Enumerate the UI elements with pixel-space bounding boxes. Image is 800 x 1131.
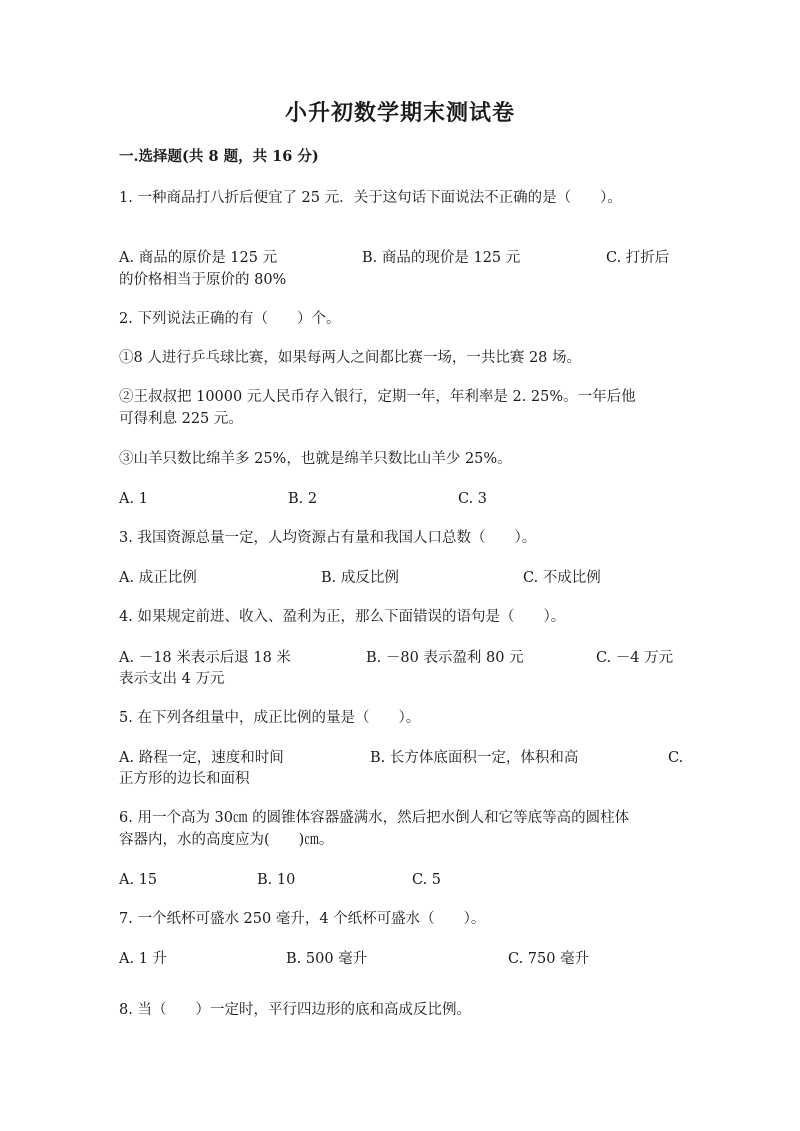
question-7-stem: 7. 一个纸杯可盛水 250 毫升，4 个纸杯可盛水（ ）。 (119, 911, 486, 927)
question-2-statement-3: ③山羊只数比绵羊多 25%，也就是绵羊只数比山羊少 25%。 (119, 451, 512, 467)
question-4-option-c-cont: 表示支出 4 万元 (119, 671, 225, 687)
question-4-option-a: A. －18 米表示后退 18 米 (119, 650, 291, 666)
question-6-option-b: B. 10 (257, 872, 296, 888)
question-6-stem-cont: 容器内，水的高度应为( )㎝。 (119, 832, 334, 848)
page-title: 小升初数学期末测试卷 (284, 100, 515, 126)
question-5-option-b: B. 长方体底面积一定，体积和高 (370, 750, 579, 766)
question-3-option-a: A. 成正比例 (119, 570, 197, 586)
question-6-stem: 6. 用一个高为 30㎝ 的圆锥体容器盛满水，然后把水倒人和它等底等高的圆柱体 (119, 810, 630, 826)
question-3-option-c: C. 不成比例 (523, 570, 601, 586)
question-5-option-c-cont: 正方形的边长和面积 (119, 771, 250, 787)
question-4-stem: 4. 如果规定前进、收入、盈利为正，那么下面错误的语句是（ ）。 (119, 609, 566, 625)
question-7-option-c: C. 750 毫升 (508, 951, 590, 967)
question-2-statement-1: ①8 人进行乒乓球比赛，如果每两人之间都比赛一场，一共比赛 28 场。 (119, 350, 582, 366)
question-4-option-c: C. －4 万元 (596, 650, 674, 666)
question-3-stem: 3. 我国资源总量一定，人均资源占有量和我国人口总数（ ）。 (119, 530, 537, 546)
section-heading: 一.选择题(共 8 题，共 16 分) (119, 148, 319, 165)
question-6-option-a: A. 15 (119, 872, 158, 888)
question-2-option-b: B. 2 (288, 491, 318, 507)
question-8-stem: 8. 当（ ）一定时，平行四边形的底和高成反比例。 (119, 1002, 471, 1018)
question-5-stem: 5. 在下列各组量中，成正比例的量是（ ）。 (119, 710, 421, 726)
question-2-option-a: A. 1 (119, 491, 148, 507)
question-4-option-b: B. －80 表示盈利 80 元 (366, 650, 524, 666)
question-7-option-b: B. 500 毫升 (286, 951, 368, 967)
question-1-option-b: B. 商品的现价是 125 元 (362, 250, 521, 266)
question-5-option-a: A. 路程一定，速度和时间 (119, 750, 284, 766)
question-2-stem: 2. 下列说法正确的有（ ）个。 (119, 311, 341, 327)
question-1-option-a: A. 商品的原价是 125 元 (119, 250, 278, 266)
question-1-option-c: C. 打折后 (606, 250, 670, 266)
question-6-option-c: C. 5 (412, 872, 442, 888)
question-1-stem: 1. 一种商品打八折后便宜了 25 元．关于这句话下面说法不正确的是（ ）。 (119, 190, 622, 206)
question-5-option-c: C. (668, 750, 684, 766)
question-2-option-c: C. 3 (458, 491, 488, 507)
question-7-option-a: A. 1 升 (119, 951, 168, 967)
question-2-statement-2-cont: 可得利息 225 元。 (119, 411, 243, 427)
question-1-option-c-cont: 的价格相当于原价的 80% (119, 272, 287, 288)
question-3-option-b: B. 成反比例 (321, 570, 399, 586)
question-2-statement-2: ②王叔叔把 10000 元人民币存入银行，定期一年，年利率是 2. 25%。一年后他 (119, 389, 636, 405)
